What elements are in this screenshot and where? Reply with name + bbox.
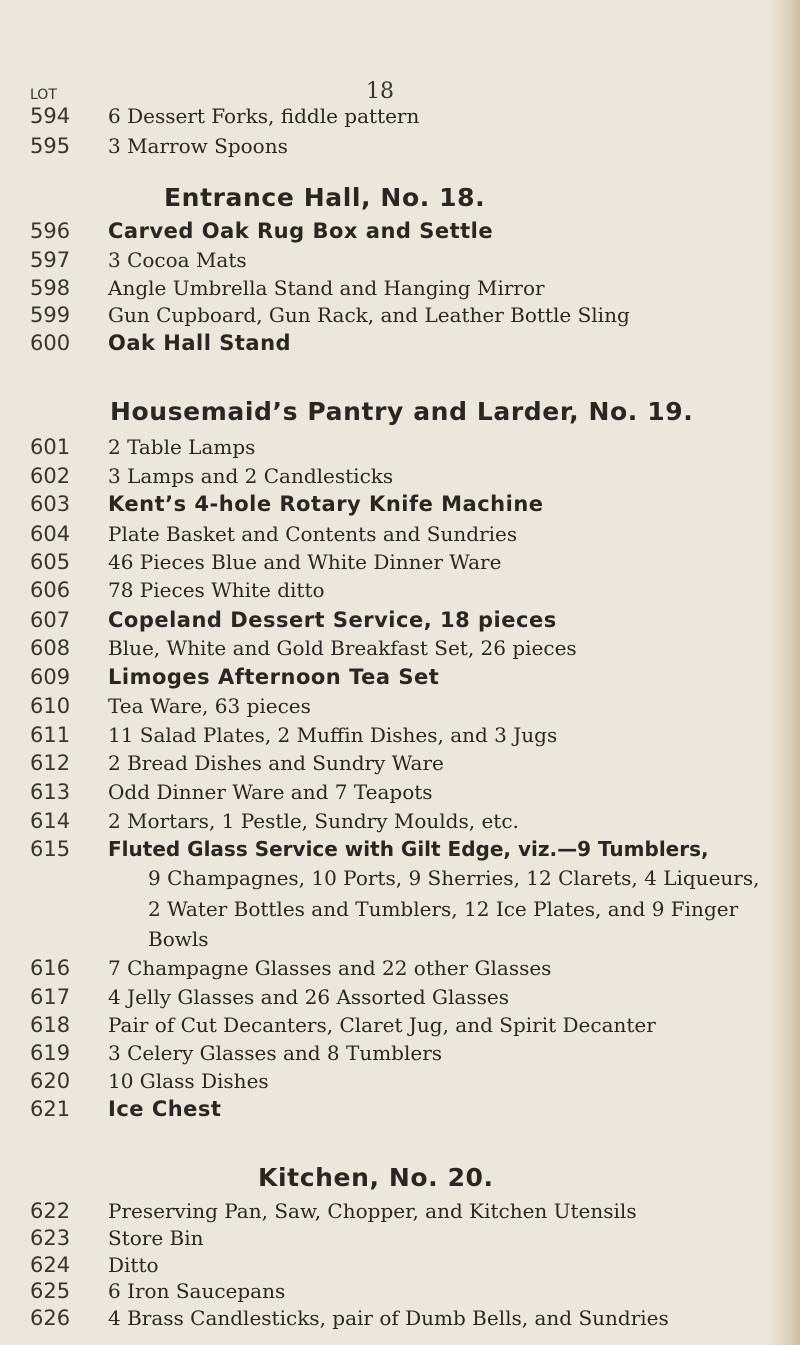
lot-number: 606 xyxy=(30,578,71,603)
lot-description-continuation: 2 Water Bottles and Tumblers, 12 Ice Plates, and 9 Finger xyxy=(148,896,739,921)
lot-number: 612 xyxy=(30,751,71,776)
lot-description: 4 Jelly Glasses and 26 Assorted Glasses xyxy=(108,984,509,1009)
lot-number: 602 xyxy=(30,463,71,488)
lot-number: 611 xyxy=(30,722,71,747)
lot-number: 601 xyxy=(30,434,71,459)
lot-number: 608 xyxy=(30,635,71,660)
lot-description: Ditto xyxy=(108,1252,159,1277)
lot-number: 607 xyxy=(30,607,71,632)
lot-description: Plate Basket and Contents and Sundries xyxy=(108,521,518,546)
lot-number: 614 xyxy=(30,808,71,833)
lot-description: 6 Dessert Forks, fiddle pattern xyxy=(108,104,420,128)
lot-number: 615 xyxy=(30,837,71,862)
lot-column-header: LOT xyxy=(30,87,57,103)
lot-description: Kent’s 4-hole Rotary Knife Machine xyxy=(108,492,544,517)
lot-number: 622 xyxy=(30,1199,71,1223)
lot-number: 600 xyxy=(30,330,71,355)
lot-description: Carved Oak Rug Box and Settle xyxy=(108,219,494,244)
lot-description: Store Bin xyxy=(108,1226,204,1251)
lot-description: 3 Marrow Spoons xyxy=(108,134,288,159)
section-heading-kitchen: Kitchen, No. 20. xyxy=(258,1162,494,1192)
lot-description: Gun Cupboard, Gun Rack, and Leather Bottle Sling xyxy=(108,303,630,328)
lot-description-continuation: 9 Champagnes, 10 Ports, 9 Sherries, 12 Clarets, 4 Liqueurs, xyxy=(148,866,760,891)
lot-description: 3 Lamps and 2 Candlesticks xyxy=(108,463,394,488)
lot-number: 598 xyxy=(30,275,71,300)
lot-description: Oak Hall Stand xyxy=(108,330,292,355)
lot-description: 2 Mortars, 1 Pestle, Sundry Moulds, etc. xyxy=(108,808,519,833)
lot-description: Angle Umbrella Stand and Hanging Mirror xyxy=(108,275,545,300)
lot-description: 2 Bread Dishes and Sundry Ware xyxy=(108,751,444,776)
lot-description: 10 Glass Dishes xyxy=(108,1068,269,1093)
lot-description: 4 Brass Candlesticks, pair of Dumb Bells, and Sundries xyxy=(108,1305,669,1330)
lot-description xyxy=(108,834,784,954)
lot-number: 613 xyxy=(30,779,71,804)
lot-number: 596 xyxy=(30,219,71,244)
lot-number: 616 xyxy=(30,956,71,981)
lot-description: 78 Pieces White ditto xyxy=(108,578,325,603)
lot-description: Limoges Afternoon Tea Set xyxy=(108,665,440,690)
lot-number: 594 xyxy=(30,104,71,128)
lot-description: Blue, White and Gold Breakfast Set, 26 pieces xyxy=(108,635,577,660)
lot-number: 597 xyxy=(30,247,71,272)
section-heading-entrance-hall: Entrance Hall, No. 18. xyxy=(164,183,486,213)
lot-description: Ice Chest xyxy=(108,1096,222,1121)
lot-description: Tea Ware, 63 pieces xyxy=(108,693,311,718)
lot-description: 11 Salad Plates, 2 Muffin Dishes, and 3 Jugs xyxy=(108,722,558,747)
lot-description: 46 Pieces Blue and White Dinner Ware xyxy=(108,549,502,574)
lot-number: 617 xyxy=(30,984,71,1009)
lot-description-first-line: Fluted Glass Service with Gilt Edge, viz.—9 Tumblers, xyxy=(108,837,709,862)
lot-description: 3 Celery Glasses and 8 Tumblers xyxy=(108,1041,443,1066)
lot-number: 621 xyxy=(30,1096,71,1121)
lot-number: 610 xyxy=(30,693,71,718)
lot-description: Preserving Pan, Saw, Chopper, and Kitchen Utensils xyxy=(108,1199,637,1223)
lot-description: Odd Dinner Ware and 7 Teapots xyxy=(108,779,433,804)
lot-number: 609 xyxy=(30,665,71,690)
lot-description: 2 Table Lamps xyxy=(108,434,256,459)
page-number: 18 xyxy=(366,79,394,104)
lot-number: 624 xyxy=(30,1252,71,1277)
lot-number: 625 xyxy=(30,1279,71,1304)
lot-description: Copeland Dessert Service, 18 pieces xyxy=(108,607,557,632)
lot-number: 599 xyxy=(30,303,71,328)
lot-number: 604 xyxy=(30,521,71,546)
lot-number: 623 xyxy=(30,1226,71,1251)
lot-number: 618 xyxy=(30,1012,71,1037)
lot-description: 6 Iron Saucepans xyxy=(108,1279,286,1304)
lot-number: 620 xyxy=(30,1068,71,1093)
lot-number: 603 xyxy=(30,492,71,517)
lot-description-continuation: Bowls xyxy=(148,926,209,951)
lot-number: 605 xyxy=(30,549,71,574)
lot-description: 7 Champagne Glasses and 22 other Glasses xyxy=(108,956,552,981)
lot-number: 626 xyxy=(30,1305,71,1330)
section-heading-housemaids-pantry: Housemaid’s Pantry and Larder, No. 19. xyxy=(110,396,694,426)
lot-description: Pair of Cut Decanters, Claret Jug, and Spirit Decanter xyxy=(108,1012,656,1037)
lot-number: 595 xyxy=(30,134,71,159)
lot-description: 3 Cocoa Mats xyxy=(108,247,247,272)
lot-number: 619 xyxy=(30,1041,71,1066)
